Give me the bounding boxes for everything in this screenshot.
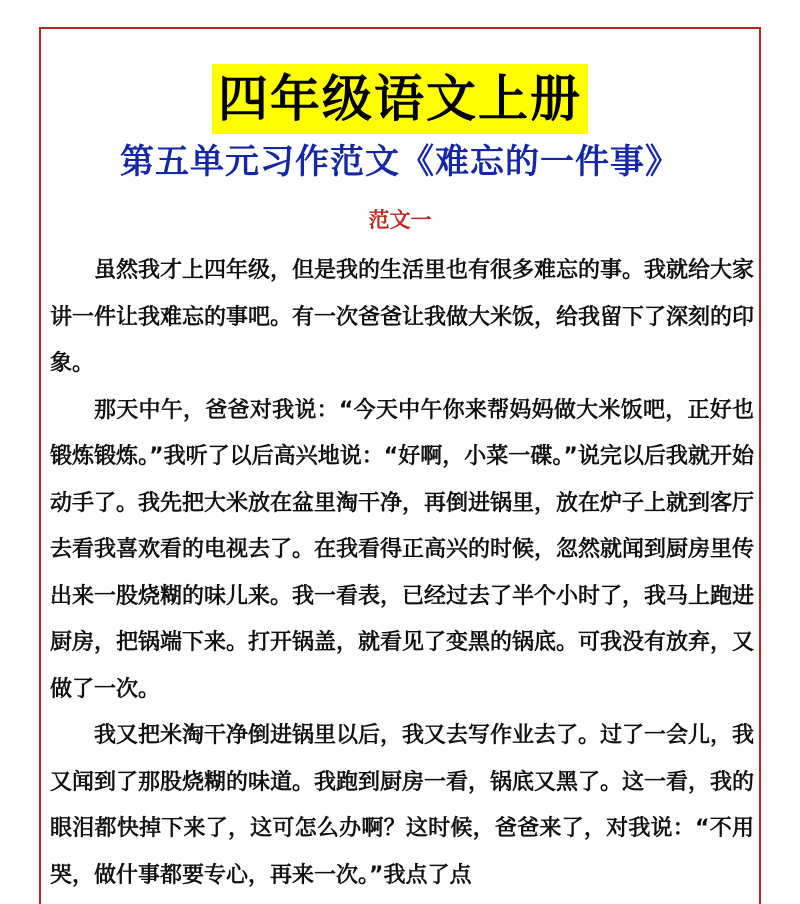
essay-paragraph-2: 那天中午，爸爸对我说：“今天中午你来帮妈妈做大米饭吧，正好也锻炼锻炼。”我听了以后高兴地说：“好啊，小菜一碟。”说完以后我就开始动手了。我先把大米放在盆里淘干净，再倒进锅里，放在炉子上就到客厅去看我喜欢看的电视去了。在我看得正高兴的时候，忽然就闻到厨房里传出来一股烧糊的味儿来。我一看表，已经过去了半个小时了，我马上跑进厨房，把锅端下来。打开锅盖，就看见了变黑的锅底。可我没有放弃，又做了一次。 bbox=[50, 397, 755, 702]
document-subtitle: 第五单元习作范文《难忘的一件事》 bbox=[120, 142, 680, 182]
essay-body bbox=[50, 248, 754, 899]
title-container bbox=[0, 64, 800, 134]
section-label: 范文一 bbox=[368, 208, 432, 232]
essay-paragraph-1: 虽然我才上四年级，但是我的生活里也有很多难忘的事。我就给大家讲一件让我难忘的事吧。有一次爸爸让我做大米饭，给我留下了深刻的印象。 bbox=[50, 258, 755, 376]
essay-paragraph-3: 我又把米淘干净倒进锅里以后，我又去写作业去了。过了一会儿，我又闻到了那股烧糊的味道。我跑到厨房一看，锅底又黑了。这一看，我的眼泪都快掉下来了，这可怎么办啊？这时候，爸爸来了，对我说：“不用哭，做什事都要专心，再来一次。”我点了点 bbox=[50, 723, 755, 888]
document-title: 四年级语文上册 bbox=[212, 64, 588, 134]
